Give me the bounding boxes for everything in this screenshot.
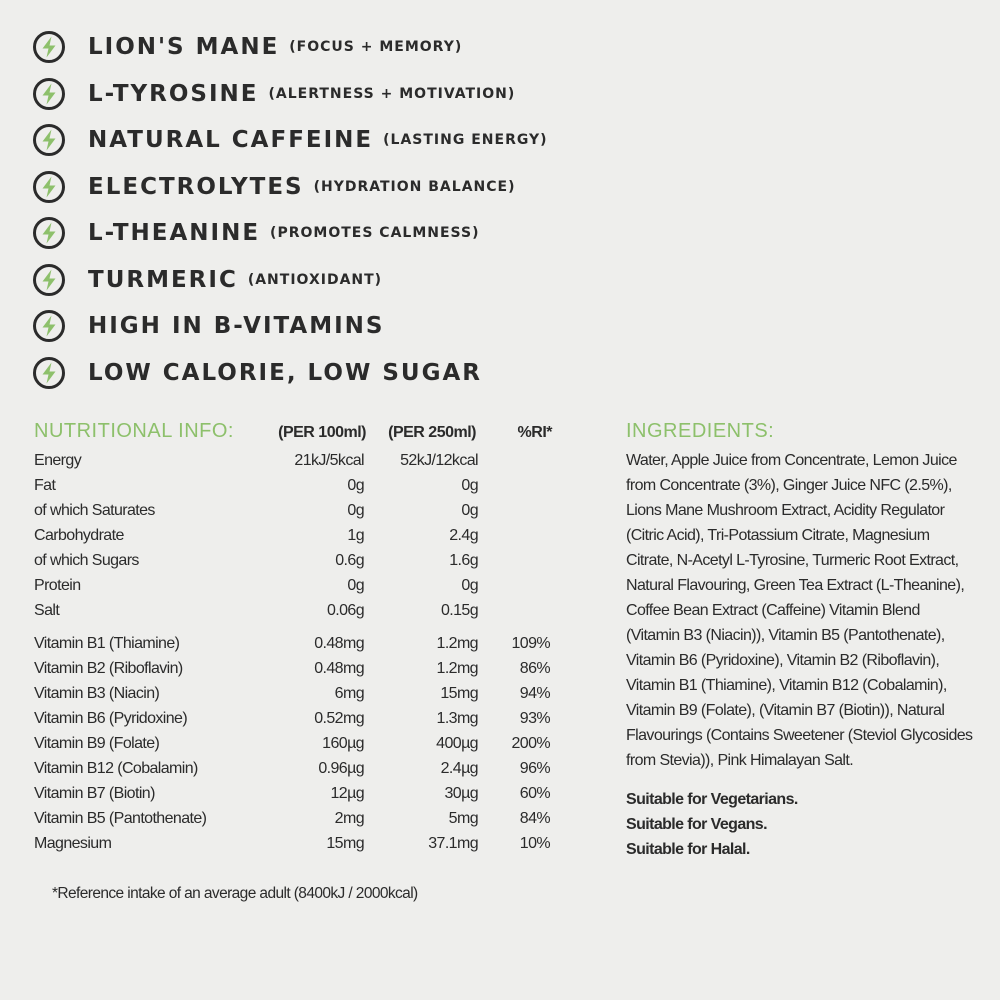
table-row	[34, 523, 574, 548]
value-ri: 96%	[519, 760, 550, 777]
value-per-100ml: 21kJ/5kcal	[294, 452, 364, 469]
value-ri: 84%	[519, 810, 550, 827]
value-per-100ml: 1g	[347, 527, 364, 544]
value-ri	[478, 548, 550, 573]
benefit-name: ELECTROLYTES	[88, 173, 304, 200]
value-per-250ml: 1.2mg	[436, 635, 478, 652]
benefit-name: L-THEANINE	[88, 220, 261, 247]
lightning-bolt-icon	[32, 263, 66, 297]
benefit-item	[32, 24, 972, 71]
value-per-100ml: 0g	[347, 502, 364, 519]
value-per-250ml: 0.15g	[440, 602, 478, 619]
col-ri: %RI*	[517, 424, 552, 441]
benefits-list	[32, 24, 972, 396]
benefit-name: TURMERIC	[88, 266, 238, 293]
value-per-250ml: 30µg	[444, 785, 478, 802]
value-per-250ml: 1.3mg	[436, 710, 478, 727]
benefit-name: HIGH IN B-VITAMINS	[88, 313, 385, 340]
row-label: Vitamin B3 (Niacin)	[34, 685, 160, 702]
lightning-bolt-icon	[32, 309, 66, 343]
value-ri: 60%	[519, 785, 550, 802]
table-row	[34, 831, 574, 856]
table-row	[34, 681, 574, 706]
vitamin-rows	[34, 631, 574, 856]
table-row	[34, 806, 574, 831]
value-per-100ml: 15mg	[326, 835, 364, 852]
value-ri	[478, 498, 550, 523]
benefit-note: (PROMOTES CALMNESS)	[270, 225, 480, 242]
benefit-item	[32, 71, 972, 118]
benefit-note: (FOCUS + MEMORY)	[289, 39, 463, 56]
value-per-250ml: 5mg	[448, 810, 478, 827]
table-row	[34, 548, 574, 573]
benefit-item	[32, 210, 972, 257]
value-per-250ml: 0g	[461, 577, 478, 594]
lightning-bolt-icon	[32, 356, 66, 390]
value-per-100ml: 0g	[347, 477, 364, 494]
value-per-100ml: 0.48mg	[314, 635, 364, 652]
benefit-name: NATURAL CAFFEINE	[88, 127, 374, 154]
row-label: Vitamin B2 (Riboflavin)	[34, 660, 183, 677]
lightning-bolt-icon	[32, 30, 66, 64]
value-per-250ml: 0g	[461, 502, 478, 519]
value-ri: 93%	[519, 710, 550, 727]
table-row	[34, 598, 574, 623]
ingredients-section	[626, 420, 976, 862]
benefit-note: (HYDRATION BALANCE)	[313, 178, 516, 195]
lightning-bolt-icon	[32, 216, 66, 250]
row-label: Vitamin B7 (Biotin)	[34, 785, 155, 802]
value-per-250ml: 2.4µg	[440, 760, 478, 777]
benefit-name: L-TYROSINE	[88, 80, 259, 107]
row-label: Vitamin B6 (Pyridoxine)	[34, 710, 188, 727]
value-ri	[478, 523, 550, 548]
value-ri	[478, 573, 550, 598]
nutrition-rows	[34, 448, 574, 623]
value-per-100ml: 6mg	[334, 685, 364, 702]
value-per-100ml: 2mg	[334, 810, 364, 827]
lightning-bolt-icon	[32, 170, 66, 204]
benefit-item	[32, 303, 972, 350]
row-label: of which Saturates	[34, 502, 155, 519]
table-row	[34, 631, 574, 656]
row-label: Vitamin B12 (Cobalamin)	[34, 760, 198, 777]
row-label: Vitamin B1 (Thiamine)	[34, 635, 180, 652]
table-row	[34, 448, 574, 473]
table-row	[34, 656, 574, 681]
value-per-250ml: 400µg	[436, 735, 478, 752]
value-per-250ml: 2.4g	[449, 527, 478, 544]
suitable-vegetarians: Suitable for Vegetarians.	[626, 791, 798, 808]
value-per-100ml: 12µg	[330, 785, 364, 802]
value-per-100ml: 0.48mg	[314, 660, 364, 677]
benefit-item	[32, 257, 972, 304]
value-ri: 94%	[519, 685, 550, 702]
row-label: Energy	[34, 452, 82, 469]
value-ri	[478, 448, 550, 473]
nutrition-title: NUTRITIONAL INFO:	[34, 420, 234, 442]
table-row	[34, 706, 574, 731]
table-row	[34, 781, 574, 806]
value-ri: 200%	[511, 735, 550, 752]
value-per-250ml: 1.2mg	[436, 660, 478, 677]
benefit-item	[32, 117, 972, 164]
row-label: Vitamin B5 (Pantothenate)	[34, 810, 207, 827]
value-per-100ml: 0.96µg	[318, 760, 364, 777]
row-label: Fat	[34, 477, 56, 494]
value-ri: 109%	[511, 635, 550, 652]
suitable-halal: Suitable for Halal.	[626, 841, 750, 858]
row-label: Carbohydrate	[34, 527, 124, 544]
value-ri	[478, 473, 550, 498]
value-ri: 86%	[519, 660, 550, 677]
value-per-250ml: 1.6g	[449, 552, 478, 569]
lightning-bolt-icon	[32, 77, 66, 111]
suitable-vegans: Suitable for Vegans.	[626, 816, 767, 833]
value-per-100ml: 0.06g	[326, 602, 364, 619]
suitability-list	[626, 787, 976, 862]
value-ri: 10%	[519, 835, 550, 852]
benefit-item	[32, 350, 972, 397]
col-per-100ml: (PER 100ml)	[278, 424, 366, 441]
benefit-note: (LASTING ENERGY)	[383, 132, 548, 149]
nutrition-table	[34, 420, 574, 856]
lightning-bolt-icon	[32, 123, 66, 157]
col-per-250ml: (PER 250ml)	[388, 424, 476, 441]
table-row	[34, 573, 574, 598]
row-label: Protein	[34, 577, 81, 594]
nutrition-header	[34, 420, 574, 448]
value-per-250ml: 15mg	[440, 685, 478, 702]
benefit-note: (ANTIOXIDANT)	[247, 271, 383, 288]
benefit-name: LOW CALORIE, LOW SUGAR	[88, 359, 482, 386]
table-row	[34, 498, 574, 523]
row-label: Magnesium	[34, 835, 112, 852]
benefit-name: LION'S MANE	[88, 34, 280, 61]
reference-intake-footnote: *Reference intake of an average adult (8400kJ / 2000kcal)	[52, 885, 418, 902]
ingredients-title: INGREDIENTS:	[626, 420, 775, 442]
ingredients-text: Water, Apple Juice from Concentrate, Lemon Juice from Concentrate (3%), Ginger Juice NFC (2.5%), Lions Mane Mushroom Extract, Acidity Regulator (Citric Acid), Tri-Potassium Citrate, Magnesium Citrate, N-Acetyl L-Tyrosine, Turmeric Root Extract, Natural Flavouring, Green Tea Extract (L-Theanine), Coffee Bean Extract (Caffeine) Vitamin Blend (Vitamin B3 (Niacin)), Vitamin B5 (Pantothenate), Vitamin B6 (Pyridoxine), Vitamin B2 (Riboflavin), Vitamin B1 (Thiamine), Vitamin B12 (Cobalamin), Vitamin B9 (Folate), (Vitamin B7 (Biotin)), Natural Flavourings (Contains Sweetener (Steviol Glycosides from Stevia)), Pink Himalayan Salt.	[626, 452, 973, 769]
value-per-250ml: 0g	[461, 477, 478, 494]
benefit-note: (ALERTNESS + MOTIVATION)	[268, 85, 516, 102]
benefit-item	[32, 164, 972, 211]
value-per-100ml: 0g	[347, 577, 364, 594]
value-per-100ml: 0.52mg	[314, 710, 364, 727]
value-ri	[478, 598, 550, 623]
value-per-250ml: 52kJ/12kcal	[400, 452, 478, 469]
row-label: Salt	[34, 602, 60, 619]
table-row	[34, 731, 574, 756]
row-label: Vitamin B9 (Folate)	[34, 735, 160, 752]
value-per-100ml: 0.6g	[335, 552, 364, 569]
value-per-100ml: 160µg	[322, 735, 364, 752]
row-label: of which Sugars	[34, 552, 139, 569]
value-per-250ml: 37.1mg	[428, 835, 478, 852]
table-row	[34, 473, 574, 498]
table-row	[34, 756, 574, 781]
